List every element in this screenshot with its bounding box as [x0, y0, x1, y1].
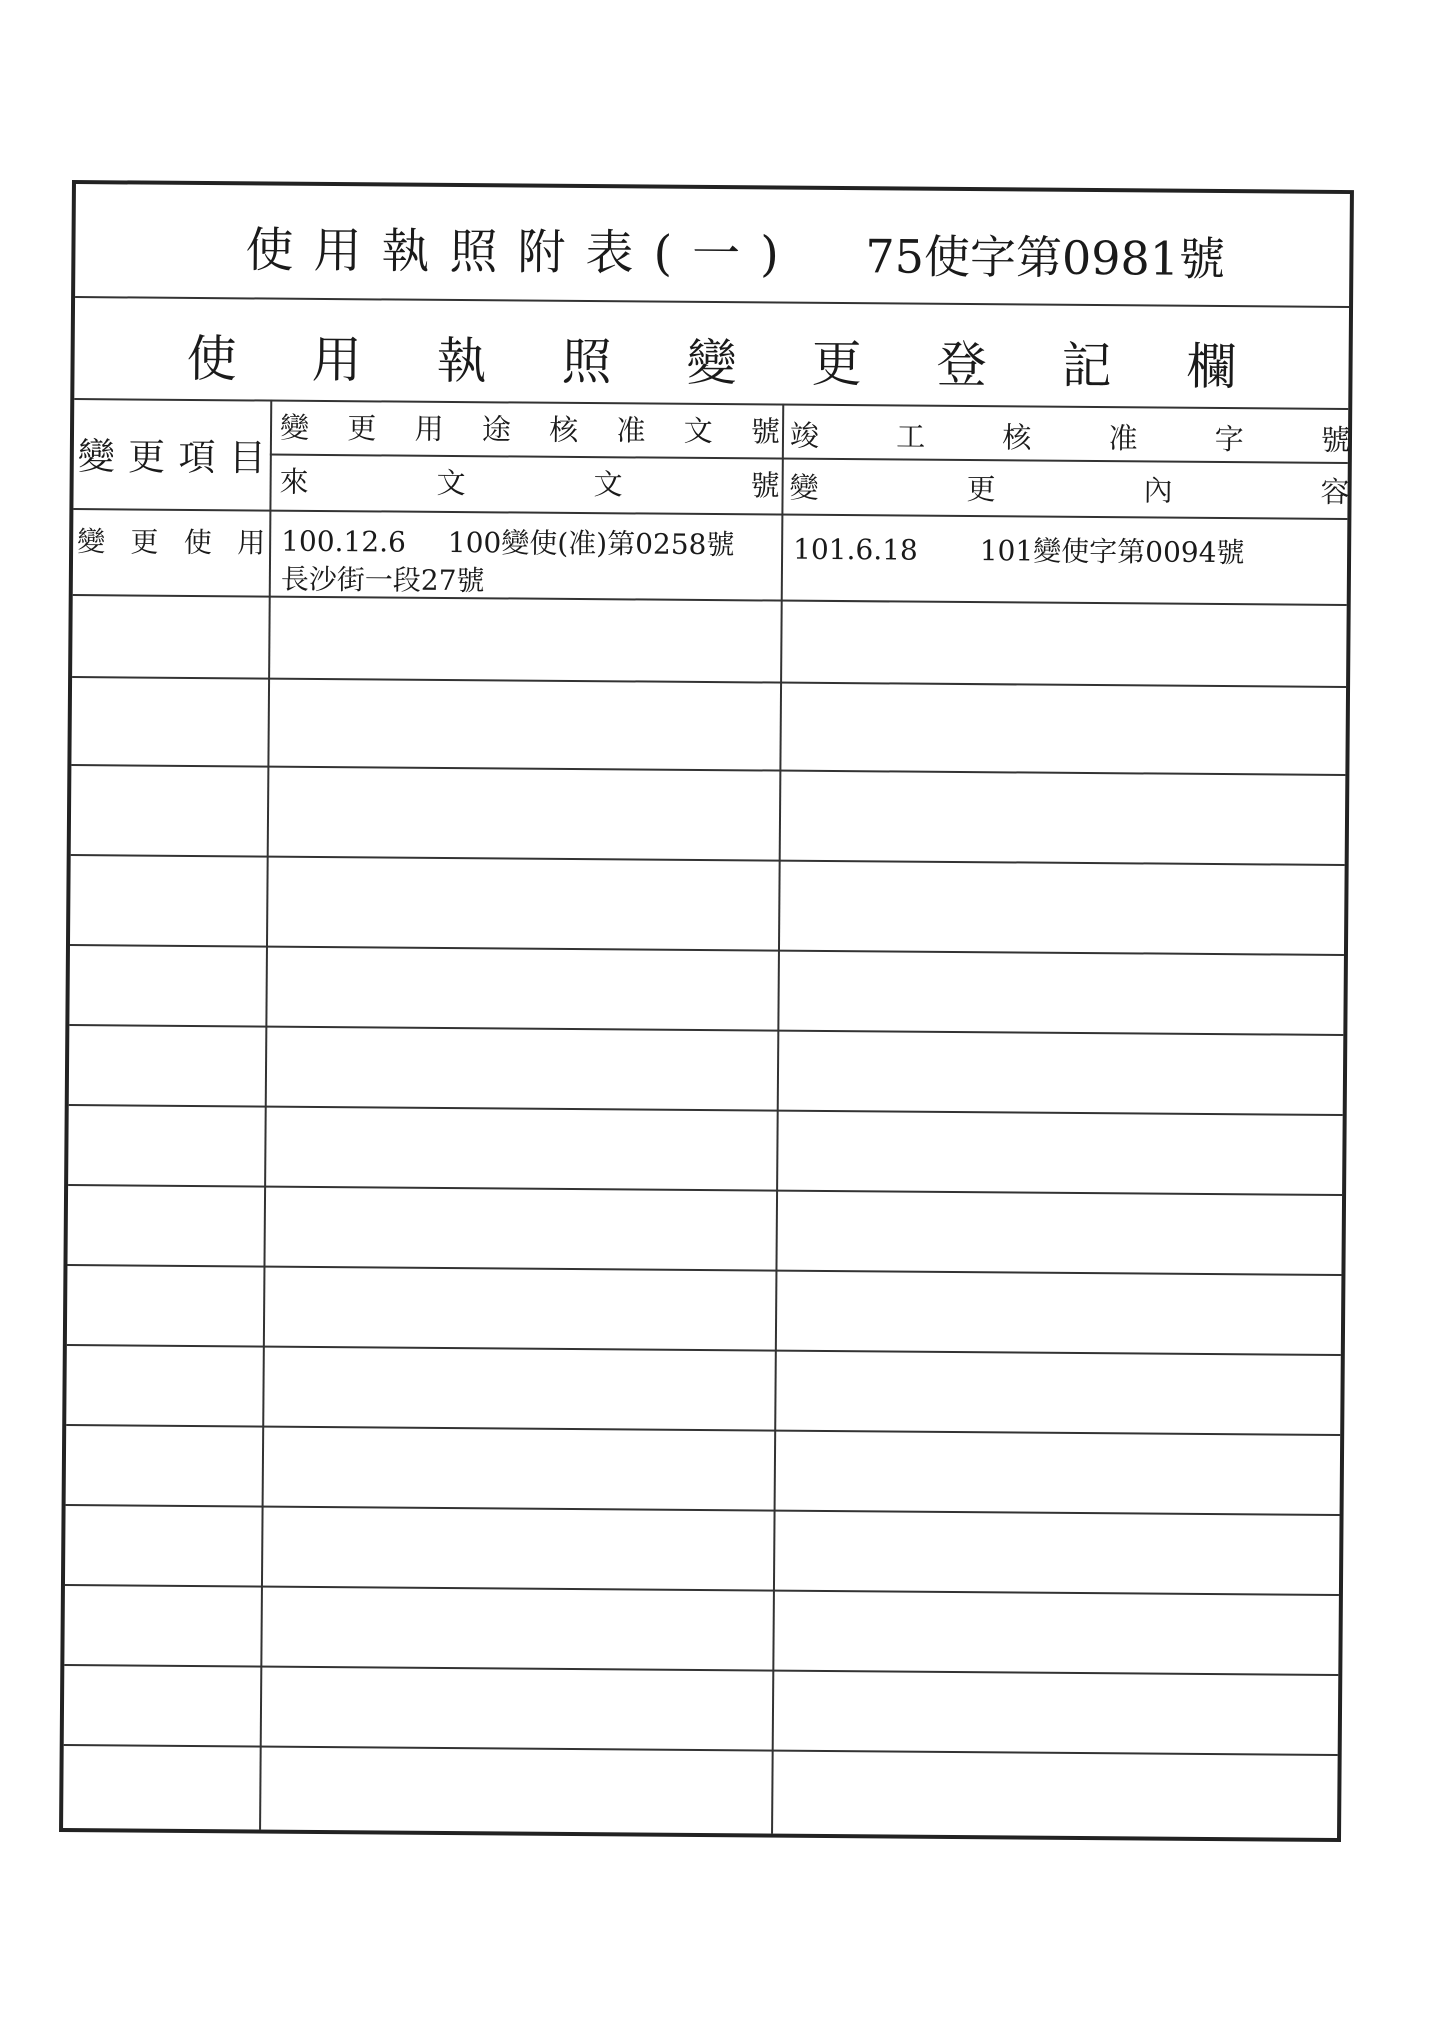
license-number: 75使字第0981號	[865, 229, 1226, 287]
header-char: 號	[750, 414, 781, 449]
row-line	[71, 764, 1345, 776]
row-line	[73, 594, 1347, 606]
section-title-char: 欄	[1186, 337, 1237, 397]
header-incoming-doc	[279, 460, 779, 505]
header-char: 竣	[789, 418, 820, 453]
row-line	[64, 1744, 1338, 1756]
section-title-char: 記	[1061, 336, 1112, 396]
row-line	[69, 1024, 1343, 1036]
section-title-row	[74, 296, 1349, 410]
header-char: 內	[1143, 473, 1173, 508]
header-char: 號	[1320, 422, 1351, 458]
header-char: 變	[279, 410, 310, 445]
header-completion-approval	[790, 414, 1350, 459]
header-char: 來	[279, 464, 309, 499]
form-title: 使用執照附表(一)	[245, 222, 800, 283]
registration-form	[59, 180, 1354, 1842]
row-line	[65, 1584, 1339, 1596]
header-change-use-approval	[280, 406, 780, 451]
entry-incoming-doc: 長沙街一段27號	[280, 562, 485, 598]
change-record-table	[63, 398, 1351, 1838]
row-line	[66, 1504, 1340, 1516]
section-title-char: 登	[936, 335, 987, 395]
entry-item-char: 使	[183, 525, 212, 560]
section-title-char: 更	[811, 334, 862, 394]
row-line	[67, 1344, 1341, 1356]
header-char: 核	[549, 412, 579, 447]
header-change-content	[789, 466, 1349, 511]
row-line	[64, 1664, 1338, 1676]
header-bottom-line	[73, 508, 1347, 520]
header-char: 用	[414, 411, 444, 446]
header-char: 工	[896, 419, 926, 454]
row-line	[66, 1424, 1340, 1436]
row-line	[70, 944, 1344, 956]
section-title-char: 用	[311, 330, 362, 390]
entry-completion-date: 101.6.18	[792, 532, 918, 567]
header-char: 途	[481, 412, 512, 447]
column-divider	[259, 400, 272, 1830]
row-line	[72, 676, 1346, 688]
entry-completion	[793, 528, 1245, 572]
entry-approval-date: 100.12.6	[281, 524, 406, 559]
header-char: 更	[127, 435, 166, 479]
entry-item-char: 更	[130, 525, 159, 559]
header-char: 准	[1108, 421, 1138, 456]
entry-completion-number: 101變使字第0094號	[979, 534, 1245, 570]
header-char: 文	[683, 413, 713, 449]
header-char: 字	[1214, 421, 1244, 457]
header-char: 目	[228, 436, 266, 480]
row-line	[71, 854, 1345, 866]
entry-item-char: 變	[77, 525, 106, 559]
entry-approval	[281, 520, 735, 564]
header-char: 號	[750, 468, 780, 503]
section-title-char: 變	[686, 333, 737, 393]
section-title	[186, 319, 1237, 399]
row-line	[69, 1104, 1343, 1116]
entry-change-item	[77, 520, 265, 561]
header-char: 核	[1002, 420, 1032, 455]
column-divider	[771, 404, 784, 1834]
header-char: 文	[436, 465, 466, 501]
header-char: 准	[616, 413, 646, 448]
entry-item-char: 用	[237, 526, 266, 560]
header-char: 項	[178, 435, 216, 480]
section-title-char: 照	[561, 332, 612, 392]
section-title-char: 執	[436, 331, 487, 391]
header-char: 更	[966, 472, 996, 507]
header-char: 變	[789, 470, 819, 505]
form-title-row	[75, 184, 1350, 308]
header-char: 變	[77, 435, 115, 479]
section-title-char: 使	[186, 329, 237, 389]
entry-approval-number: 100變使(准)第0258號	[447, 525, 735, 562]
header-char: 容	[1320, 474, 1350, 510]
header-change-item	[78, 426, 266, 481]
row-line	[67, 1264, 1341, 1276]
row-line	[68, 1184, 1342, 1196]
header-char: 更	[347, 411, 377, 446]
header-char: 文	[593, 467, 623, 502]
